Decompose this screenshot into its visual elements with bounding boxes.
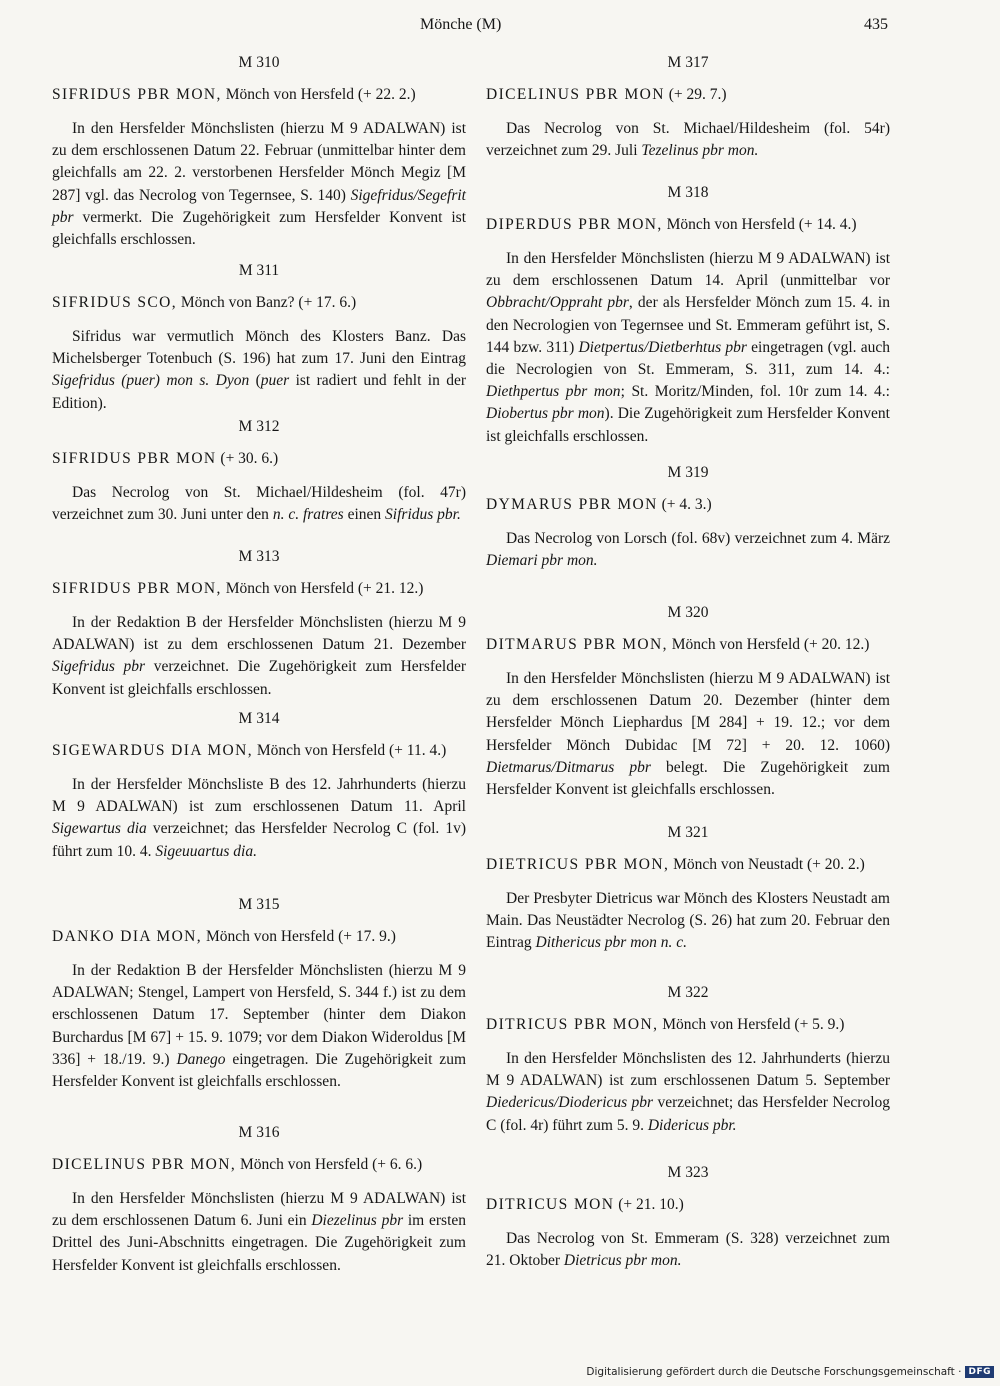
entry-number: M 316 <box>238 1124 280 1141</box>
entry-body: Das Necrolog von St. Michael/Hildesheim (fol. 54r) verzeichnet zum 29. Juli Tezelinus pbr mon. <box>486 120 890 160</box>
entry-name: DICELINUS PBR MON, <box>52 1156 237 1173</box>
entry-number: M 323 <box>667 1164 709 1181</box>
entry-body: Das Necrolog von Lorsch (fol. 68v) verzeichnet zum 4. März Diemari pbr mon. <box>486 530 890 570</box>
catalog-entry <box>52 1120 466 1277</box>
entry-heading <box>486 494 890 516</box>
entry-heading <box>486 634 890 656</box>
entry-number: M 315 <box>238 896 280 913</box>
entry-name: DYMARUS PBR MON <box>486 496 658 513</box>
entry-body: In der Hersfelder Mönchsliste B des 12. Jahrhunderts (hierzu M 9 ADALWAN) ist zum erschlossenen Datum 11. April Sigewartus dia verzeichnet; das Hersfelder Necrolog C (fol. 1v) führt zum 10. 4. Sigeuuartus dia. <box>52 776 466 860</box>
entry-number: M 313 <box>238 548 280 565</box>
entry-name: DITRICUS MON <box>486 1196 615 1213</box>
catalog-entry <box>486 1160 890 1272</box>
catalog-entry <box>486 50 890 162</box>
catalog-entry <box>486 820 890 955</box>
entry-number: M 318 <box>667 184 709 201</box>
entry-name: SIFRIDUS PBR MON <box>52 450 217 467</box>
catalog-entry <box>52 50 466 251</box>
entry-name: DIETRICUS PBR MON, <box>486 856 670 873</box>
entry-heading-detail: Mönch von Neustadt (+ 20. 2.) <box>669 856 865 873</box>
catalog-entry <box>52 706 466 863</box>
entry-heading-detail: Mönch von Hersfeld (+ 5. 9.) <box>658 1016 845 1033</box>
running-title: Mönche (M) <box>420 16 502 33</box>
entry-heading <box>52 292 466 314</box>
catalog-entry <box>486 180 890 448</box>
entry-body: In der Redaktion B der Hersfelder Mönchslisten (hierzu M 9 ADALWAN) ist zu dem erschlossenen Datum 21. Dezember Sigefridus pbr verzeichnet. Die Zugehörigkeit zum Hersfelder Konvent ist gleichfalls erschlossen. <box>52 614 467 698</box>
entry-name: SIFRIDUS PBR MON, <box>52 580 222 597</box>
entry-body: Sifridus war vermutlich Mönch des Klosters Banz. Das Michelsberger Totenbuch (S. 196) hat zum 17. Juni den Eintrag Sigefridus (puer) mon s. Dyon (puer ist radiert und fehlt in der Edition). <box>52 328 466 412</box>
entry-number: M 320 <box>667 604 709 621</box>
entry-name: DIPERDUS PBR MON, <box>486 216 663 233</box>
entry-body: Der Presbyter Dietricus war Mönch des Klosters Neustadt am Main. Das Neustädter Necrolog (S. 26) hat zum 20. Februar den Eintrag Dithericus pbr mon n. c. <box>486 890 890 952</box>
entry-heading <box>486 84 890 106</box>
entry-heading <box>52 926 466 948</box>
entry-body: In den Hersfelder Mönchslisten des 12. Jahrhunderts (hierzu M 9 ADALWAN) ist zum erschlossenen Datum 5. September Diedericus/Diodericus pbr verzeichnet; das Hersfelder Necrolog C (fol. 4r) führt zum 5. 9. Didericus pbr. <box>486 1050 890 1134</box>
entry-heading <box>52 740 466 762</box>
dfg-logo-icon: DFG <box>965 1366 994 1378</box>
entry-heading <box>486 854 890 876</box>
entry-number: M 322 <box>667 984 709 1001</box>
catalog-entry <box>52 414 466 526</box>
entry-heading-detail: Mönch von Hersfeld (+ 22. 2.) <box>221 86 416 103</box>
entry-number: M 314 <box>238 710 280 727</box>
catalog-entry <box>52 892 466 1093</box>
entry-heading-detail: (+ 29. 7.) <box>664 86 727 103</box>
footer-credit: Digitalisierung gefördert durch die Deutsche Forschungsgemeinschaft · <box>586 1366 962 1378</box>
entry-number: M 311 <box>238 262 280 279</box>
entry-name: DITMARUS PBR MON, <box>486 636 668 653</box>
entry-name: DICELINUS PBR MON <box>486 86 665 103</box>
entry-heading-detail: (+ 30. 6.) <box>216 450 279 467</box>
footer <box>586 1366 994 1378</box>
entry-body: In den Hersfelder Mönchslisten (hierzu M 9 ADALWAN) ist zu dem erschlossenen Datum 20. Dezember (hinter dem Hersfelder Mönch Liephardus [M 284] + 19. 12.; vor dem Hersfelder Mönch Dubidac [M 72] + 20. 12. 1060) Dietmarus/Ditmarus pbr belegt. Die Zugehörigkeit zum Hersfelder Konvent ist gleichfalls erschlossen. <box>486 670 890 799</box>
page-number: 435 <box>864 16 888 33</box>
entry-heading <box>52 578 466 600</box>
catalog-entry <box>52 544 466 701</box>
entry-number: M 310 <box>238 54 280 71</box>
entry-heading-detail: Mönch von Hersfeld (+ 14. 4.) <box>662 216 857 233</box>
entry-heading-detail: Mönch von Hersfeld (+ 11. 4.) <box>252 742 447 759</box>
entry-body: In der Redaktion B der Hersfelder Mönchslisten (hierzu M 9 ADALWAN; Stengel, Lampert von Hersfeld, S. 344 f.) ist zu dem erschlossenen Datum 17. September (hinter dem Diakon Burchardus [M 67] + 15. 9. 1079; vor dem Diakon Wideroldus [M 336] + 18./19. 9.) Danego eingetragen. Die Zugehörigkeit zum Hersfelder Konvent ist gleichfalls erschlossen. <box>52 962 466 1091</box>
entry-number: M 319 <box>667 464 709 481</box>
catalog-entry <box>486 980 890 1137</box>
entry-heading <box>486 214 890 236</box>
entry-name: DANKO DIA MON, <box>52 928 203 945</box>
entry-heading <box>52 84 466 106</box>
entry-name: SIFRIDUS SCO, <box>52 294 178 311</box>
entry-heading-detail: Mönch von Banz? (+ 17. 6.) <box>177 294 357 311</box>
entry-name: DITRICUS PBR MON, <box>486 1016 659 1033</box>
entry-heading <box>486 1014 890 1036</box>
running-head <box>0 16 1000 38</box>
entry-heading-detail: Mönch von Hersfeld (+ 6. 6.) <box>236 1156 423 1173</box>
entry-heading-detail: Mönch von Hersfeld (+ 17. 9.) <box>202 928 396 945</box>
entry-body: In den Hersfelder Mönchslisten (hierzu M 9 ADALWAN) ist zu dem erschlossenen Datum 14. April (unmittelbar vor Obbracht/Oppraht pbr, der als Hersfelder Mönch zum 15. 4. in den Necrologien von Tegernsee und St. Emmeram geführt ist, S. 144 bzw. 311) Dietpertus/Dietberhtus pbr eingetragen (vgl. auch die Necrologien von St. Emmeram, S. 311, zum 14. 4.: Diethpertus pbr mon; St. Moritz/Minden, fol. 10r zum 14. 4.: Diobertus pbr mon). Die Zugehörigkeit zum Hersfelder Konvent ist gleichfalls erschlossen. <box>486 250 890 445</box>
entry-heading <box>486 1194 890 1216</box>
entry-body: In den Hersfelder Mönchslisten (hierzu M 9 ADALWAN) ist zu dem erschlossenen Datum 22. Februar (unmittelbar hinter dem gleichfalls am 22. 2. verstorbenen Hersfelder Mönch Megiz [M 287] vgl. das Necrolog von Tegernsee, S. 140) Sigefridus/Segefrit pbr vermerkt. Die Zugehörigkeit zum Hersfelder Konvent ist gleichfalls erschlossen. <box>52 120 466 249</box>
catalog-entry <box>52 258 466 415</box>
catalog-entry <box>486 460 890 572</box>
entry-heading <box>52 1154 466 1176</box>
entry-body: In den Hersfelder Mönchslisten (hierzu M 9 ADALWAN) ist zu dem erschlossenen Datum 6. Juni ein Diezelinus pbr im ersten Drittel des Juni-Abschnitts eingetragen. Die Zugehörigkeit zum Hersfelder Konvent ist gleichfalls erschlossen. <box>52 1190 467 1274</box>
entry-heading-detail: (+ 21. 10.) <box>614 1196 684 1213</box>
entry-name: SIGEWARDUS DIA MON, <box>52 742 253 759</box>
entry-number: M 312 <box>238 418 280 435</box>
entry-number: M 321 <box>667 824 709 841</box>
entry-name: SIFRIDUS PBR MON, <box>52 86 222 103</box>
entry-heading-detail: (+ 4. 3.) <box>657 496 712 513</box>
entry-heading-detail: Mönch von Hersfeld (+ 21. 12.) <box>221 580 424 597</box>
entry-heading-detail: Mönch von Hersfeld (+ 20. 12.) <box>667 636 870 653</box>
entry-body: Das Necrolog von St. Michael/Hildesheim (fol. 47r) verzeichnet zum 30. Juni unter den n. c. fratres einen Sifridus pbr. <box>52 484 466 524</box>
entry-number: M 317 <box>667 54 709 71</box>
entry-body: Das Necrolog von St. Emmeram (S. 328) verzeichnet zum 21. Oktober Dietricus pbr mon. <box>486 1230 890 1270</box>
catalog-entry <box>486 600 890 801</box>
entry-heading <box>52 448 466 470</box>
